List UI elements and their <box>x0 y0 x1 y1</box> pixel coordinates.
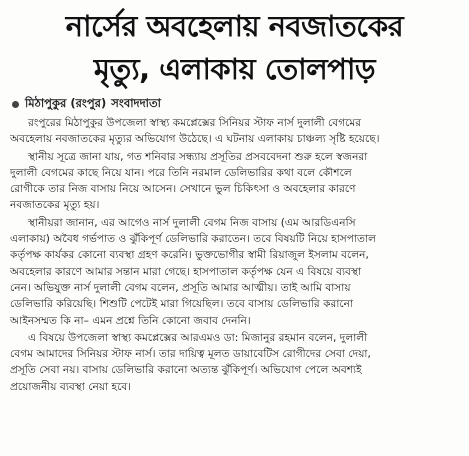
headline <box>10 4 459 90</box>
headline-line-1: নার্সের অবহেলায় নবজাতকের <box>65 9 404 43</box>
bullet-icon <box>12 101 19 108</box>
article-paragraph <box>10 215 459 329</box>
article-line: প্রয়োজনীয় ব্যবস্থা নেয়া হবে। <box>10 380 132 393</box>
article-line: আইনসম্মত কি না– এমন প্রশ্নে তিনি কোনো জবাব দেননি। <box>10 314 251 327</box>
article-line: রংপুরের মিঠাপুকুর উপজেলা স্বাস্থ্য কমপ্লেক্সের সিনিয়র স্টাফ নার্স দুলালী বেগমের <box>28 117 362 129</box>
article-line: এলাকায়) অবৈধ গর্ভপাত ও ঝুঁকিপূর্ণ ডেলিভারি করাতেন। তবে বিষয়টি নিয়ে হাসপাতাল <box>10 233 376 246</box>
article-line: অবহেলার কারণে আমার সন্তান মারা গেছে। হাসপাতাল কর্তৃপক্ষ যেন এ বিষয়ে ব্যবস্থা <box>10 265 362 278</box>
headline-line-2: মৃত্যু, এলাকায় তোলপাড় <box>93 52 376 86</box>
article-line: রোগীকে তার নিজ বাসায় নিয়ে আসেন। সেখানে ভুল চিকিৎসা ও অবহেলার কারণে <box>10 183 356 196</box>
article-line: দুলালী বেগমের কাছে নিয়ে যান। পরে তিনি নরমাল ডেলিভারির কথা বলে কৌশলে <box>10 166 352 179</box>
article-line: স্থানীয়রা জানান, এর আগেও নার্স দুলালী বেগম নিজ বাসায় (এম আরডিএনসি <box>28 216 356 229</box>
article-line: ডেলিভারি করিয়েছি। শিশুটি পেটেই মারা গিয়েছিল। তবে বাসায় ডেলিভারি করানো <box>10 298 354 311</box>
article-line: নবজাতকের মৃত্যু হয়। <box>10 199 100 212</box>
byline <box>10 96 459 112</box>
article-line: বেগম আমাদের সিনিয়র স্টাফ নার্স। তার দায়িত্ব মূলত ডায়াবেটিস রোগীদের সেবা দেয়া, <box>10 348 371 361</box>
article-line: প্রসূতি সেবা নয়। বাসায় ডেলিভারি করানো অত্যন্ত ঝুঁকিপূর্ণ। অভিযোগ পেলে অবশ্যই <box>10 364 362 377</box>
article-line: স্থানীয় সূত্রে জানা যায়, গত শনিবার সন্ধ্যায় প্রসূতির প্রসববেদনা শুরু হলে স্বজনরা <box>28 150 368 163</box>
article-line: নেন। অভিযুক্ত নার্স দুলালী বেগম বলেন, প্রসূতি আমার আত্মীয়। তাই আমি বাসায় <box>10 281 351 294</box>
byline-location: মিঠাপুকুর (রংপুর) <box>25 95 107 110</box>
article-paragraph <box>10 149 459 214</box>
article-paragraph <box>10 330 459 395</box>
article-line: অবহেলায় নবজাতকের মৃত্যুর অভিযোগ উঠেছে। এ ঘটনায় এলাকায় চাঞ্চল্য সৃষ্টি হয়েছে। <box>10 133 380 146</box>
byline-reporter: সংবাদদাতা <box>111 95 161 110</box>
article-paragraph <box>10 115 459 148</box>
article-body <box>10 115 459 395</box>
article-line: এ বিষয়ে উপজেলা স্বাস্থ্য কমপ্লেক্সের আরএমও ডা: মিজানুর রহমান বলেন, দুলালী <box>28 331 368 344</box>
article-line: কর্তৃপক্ষ কার্যকর কোনো ব্যবস্থা গ্রহণ করেনি। ভুক্তভোগীর স্বামী রিয়াজুল ইসলাম বলেন, <box>10 249 369 262</box>
